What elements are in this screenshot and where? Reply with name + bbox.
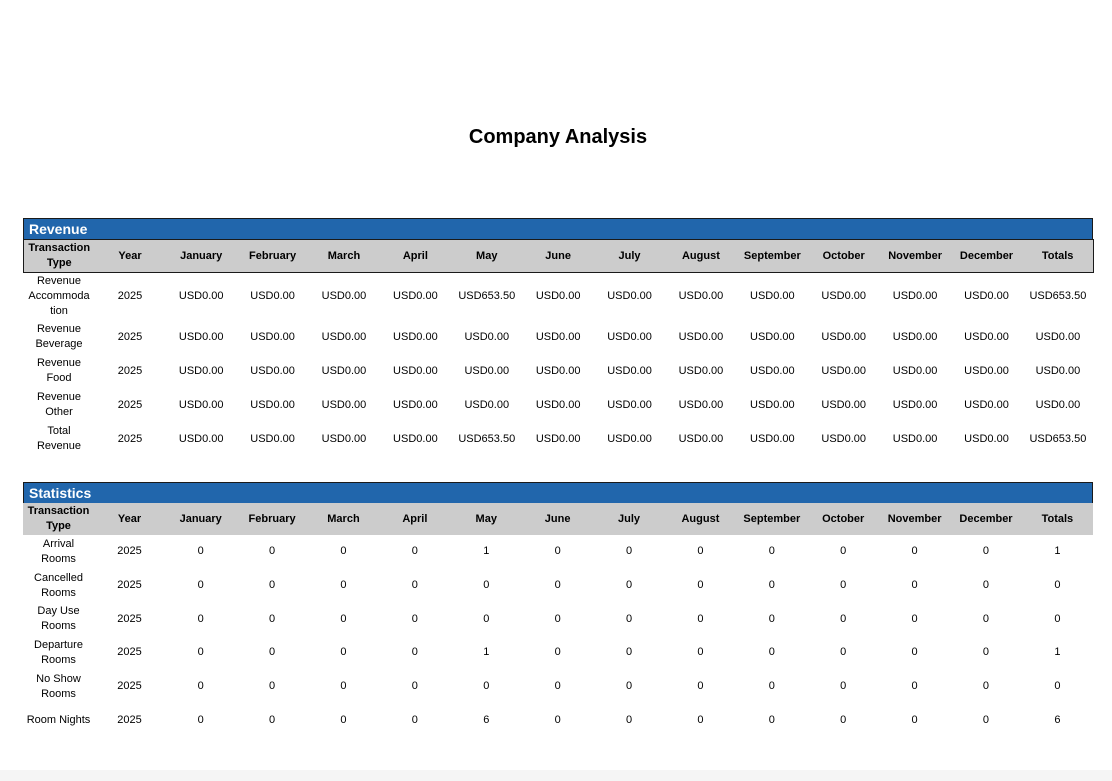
month-value-cell: USD0.00 [964,330,1009,343]
transaction-type-cell: Cancelled Rooms [34,571,83,599]
column-header: December [951,240,1022,273]
month-value-cell: 0 [340,612,347,625]
month-value-cell: 0 [411,646,418,659]
month-value-cell: 0 [411,579,418,592]
table-row [24,354,1094,388]
column-header: Transaction Type [24,240,95,273]
month-value-cell: 0 [340,545,347,558]
month-value-cell: USD0.00 [535,398,581,411]
month-value-cell: USD0.00 [964,432,1009,445]
month-value-cell: 0 [269,713,276,726]
month-value-cell: 0 [911,579,918,592]
month-value-cell: 0 [554,680,561,693]
month-value-cell: 0 [483,612,490,625]
total-cell: 1 [1054,545,1061,558]
month-value-cell: 0 [768,646,775,659]
month-value-cell: USD0.00 [964,364,1009,377]
month-value-cell: USD0.00 [321,398,367,411]
year-cell: 2025 [117,579,142,592]
month-value-cell: 0 [197,646,204,659]
month-value-cell: 0 [483,680,490,693]
page-bottom-edge [0,770,1112,781]
month-value-cell: 0 [982,646,990,659]
month-value-cell: 0 [840,545,847,558]
month-value-cell: 0 [697,579,704,592]
month-value-cell: USD0.00 [821,432,867,445]
total-cell: 0 [1054,680,1061,693]
month-value-cell: 0 [554,579,561,592]
year-cell: 2025 [117,398,143,411]
month-value-cell: USD0.00 [321,290,367,302]
page-title: Company Analysis [468,126,648,148]
month-value-cell: USD0.00 [393,330,438,343]
month-value-cell: USD0.00 [750,290,795,302]
total-cell: USD0.00 [1035,364,1081,377]
month-value-cell: USD0.00 [321,330,367,343]
column-header: November [879,503,950,535]
month-value-cell: USD0.00 [250,364,295,377]
month-value-cell: USD0.00 [964,398,1009,411]
month-value-cell: 0 [340,680,347,693]
month-value-cell: 0 [768,680,775,693]
column-header: July [593,503,664,535]
month-value-cell: 0 [982,713,990,726]
column-header: Year [94,503,165,535]
year-cell: 2025 [117,646,142,659]
month-value-cell: 0 [554,612,561,625]
transaction-type-cell: Revenue Other [36,391,82,418]
total-cell: USD0.00 [1035,398,1081,411]
month-value-cell: USD0.00 [535,364,581,377]
transaction-type-cell: Total Revenue [36,425,82,452]
month-value-cell: 6 [483,713,490,726]
month-value-cell: USD0.00 [750,432,795,445]
month-value-cell: 0 [269,612,276,625]
total-cell: 6 [1054,713,1061,726]
year-cell: 2025 [117,545,142,558]
total-cell: USD653.50 [1029,290,1087,302]
month-value-cell: 0 [411,545,418,558]
column-header: June [522,240,593,273]
month-value-cell: 0 [483,579,490,592]
month-value-cell: 0 [982,545,990,558]
column-header: November [879,240,950,273]
revenue-section [23,218,1093,456]
month-value-cell: 0 [269,545,276,558]
month-value-cell: 0 [697,680,704,693]
table-row [23,569,1093,603]
table-row [23,602,1093,636]
month-value-cell: 0 [197,612,204,625]
month-value-cell: 0 [697,713,704,726]
table-row [23,670,1093,704]
column-header: January [166,240,237,273]
transaction-type-cell: Revenue Accommoda tion [28,275,90,317]
month-value-cell: USD0.00 [750,364,795,377]
column-header: August [665,503,736,535]
year-cell: 2025 [117,364,143,377]
month-value-cell: 0 [697,612,704,625]
month-value-cell: 0 [911,612,918,625]
month-value-cell: 0 [768,713,775,726]
column-header: December [950,503,1021,535]
month-value-cell: 0 [625,646,633,659]
month-value-cell: USD0.00 [393,290,438,302]
year-cell: 2025 [117,290,143,302]
month-value-cell: USD0.00 [678,330,724,343]
month-value-cell: USD0.00 [607,398,652,411]
column-header: February [236,503,307,535]
month-value-cell: USD0.00 [750,330,795,343]
month-value-cell: USD0.00 [250,330,295,343]
month-value-cell: USD0.00 [178,330,224,343]
total-cell: USD653.50 [1029,432,1087,445]
month-value-cell: 0 [840,612,847,625]
table-row [24,273,1094,321]
month-value-cell: 0 [768,545,775,558]
month-value-cell: USD0.00 [250,432,295,445]
month-value-cell: 0 [982,579,990,592]
table-row [24,320,1094,354]
table-row [23,535,1093,569]
column-header: October [808,240,879,273]
month-value-cell: USD0.00 [821,290,867,302]
transaction-type-cell: No Show Rooms [36,672,81,700]
month-value-cell: 0 [340,713,347,726]
column-header: April [380,240,451,273]
month-value-cell: 0 [625,579,633,592]
month-value-cell: 0 [768,579,775,592]
column-header: Totals [1022,240,1093,273]
month-value-cell: 0 [911,545,918,558]
month-value-cell: USD0.00 [678,290,724,302]
month-value-cell: USD0.00 [393,432,438,445]
column-header: May [451,503,522,535]
month-value-cell: 0 [197,545,204,558]
month-value-cell: USD0.00 [178,432,224,445]
month-value-cell: USD0.00 [892,330,938,343]
month-value-cell: 0 [554,713,561,726]
total-cell: 0 [1054,579,1061,592]
month-value-cell: USD0.00 [464,330,510,343]
year-cell: 2025 [117,330,143,343]
column-header: April [379,503,450,535]
month-value-cell: USD0.00 [607,290,652,302]
table-row [24,388,1094,422]
column-header: October [808,503,879,535]
transaction-type-cell: Revenue Food [36,357,82,384]
month-value-cell: 0 [840,713,847,726]
month-value-cell: USD0.00 [321,364,367,377]
transaction-type-cell: Departure Rooms [34,638,83,666]
month-value-cell: USD0.00 [535,290,581,302]
month-value-cell: 0 [269,579,276,592]
statistics-section-title: Statistics [23,482,1093,503]
year-cell: 2025 [117,713,142,726]
year-cell: 2025 [117,612,142,625]
month-value-cell: USD0.00 [464,398,510,411]
month-value-cell: USD0.00 [535,432,581,445]
column-header: August [665,240,736,273]
column-header: September [736,503,807,535]
month-value-cell: 0 [411,713,418,726]
month-value-cell: USD0.00 [250,290,295,302]
statistics-header-row [23,503,1093,535]
month-value-cell: 1 [483,545,490,558]
month-value-cell: USD0.00 [892,398,938,411]
month-value-cell: USD0.00 [892,432,938,445]
month-value-cell: 0 [697,646,704,659]
month-value-cell: 0 [982,680,990,693]
month-value-cell: USD0.00 [250,398,295,411]
column-header: Year [95,240,166,273]
month-value-cell: USD0.00 [464,364,510,377]
month-value-cell: USD0.00 [321,432,367,445]
month-value-cell: 0 [554,646,561,659]
month-value-cell: 0 [340,646,347,659]
month-value-cell: USD0.00 [821,398,867,411]
month-value-cell: USD653.50 [458,432,516,445]
month-value-cell: 0 [840,579,847,592]
month-value-cell: 0 [625,545,633,558]
revenue-table-body [24,273,1094,457]
transaction-type-cell: Revenue Beverage [35,323,83,350]
month-value-cell: USD0.00 [393,364,438,377]
month-value-cell: 0 [340,579,347,592]
statistics-table [23,503,1093,737]
table-row [23,703,1093,737]
month-value-cell: USD0.00 [678,364,724,377]
month-value-cell: USD0.00 [821,364,867,377]
month-value-cell: 0 [911,713,918,726]
month-value-cell: USD0.00 [892,290,938,302]
column-header: June [522,503,593,535]
month-value-cell: 0 [411,680,418,693]
table-row [23,636,1093,670]
column-header: February [237,240,308,273]
year-cell: 2025 [117,432,143,445]
revenue-section-title: Revenue [23,218,1093,239]
month-value-cell: USD0.00 [964,290,1009,302]
column-header: May [451,240,522,273]
month-value-cell: USD0.00 [607,432,652,445]
table-row [24,422,1094,456]
month-value-cell: USD0.00 [535,330,581,343]
month-value-cell: USD0.00 [750,398,795,411]
month-value-cell: 0 [982,612,990,625]
month-value-cell: 0 [411,612,418,625]
month-value-cell: 0 [554,545,561,558]
month-value-cell: USD0.00 [678,398,724,411]
month-value-cell: 0 [625,612,633,625]
month-value-cell: USD0.00 [607,364,652,377]
month-value-cell: USD0.00 [821,330,867,343]
month-value-cell: USD0.00 [178,364,224,377]
month-value-cell: USD0.00 [178,398,224,411]
column-header: March [308,503,379,535]
month-value-cell: 0 [269,680,276,693]
month-value-cell: 0 [840,646,847,659]
total-cell: 1 [1054,646,1061,659]
month-value-cell: 0 [840,680,847,693]
month-value-cell: 0 [911,646,918,659]
column-header: July [594,240,665,273]
month-value-cell: USD0.00 [393,398,438,411]
month-value-cell: 0 [197,579,204,592]
revenue-table [23,239,1094,456]
month-value-cell: 0 [625,680,633,693]
month-value-cell: 0 [625,713,633,726]
month-value-cell: USD0.00 [607,330,652,343]
month-value-cell: USD0.00 [678,432,724,445]
column-header: January [165,503,236,535]
transaction-type-cell: Day Use Rooms [37,605,80,633]
column-header: Transaction Type [23,503,94,535]
total-cell: USD0.00 [1035,330,1081,343]
month-value-cell: USD653.50 [458,290,516,302]
month-value-cell: 0 [697,545,704,558]
month-value-cell: 0 [768,612,775,625]
month-value-cell: 0 [197,680,204,693]
statistics-section [23,482,1093,737]
month-value-cell: 0 [197,713,204,726]
column-header: September [737,240,808,273]
month-value-cell: USD0.00 [178,290,224,302]
month-value-cell: 1 [483,646,490,659]
transaction-type-cell: Arrival Rooms [41,537,76,565]
month-value-cell: USD0.00 [892,364,938,377]
transaction-type-cell: Room Nights [26,713,91,726]
column-header: Totals [1022,503,1093,535]
statistics-table-body [23,535,1093,737]
month-value-cell: 0 [269,646,276,659]
total-cell: 0 [1054,612,1061,625]
year-cell: 2025 [117,680,142,693]
column-header: March [308,240,379,273]
month-value-cell: 0 [911,680,918,693]
revenue-header-row [24,240,1094,273]
